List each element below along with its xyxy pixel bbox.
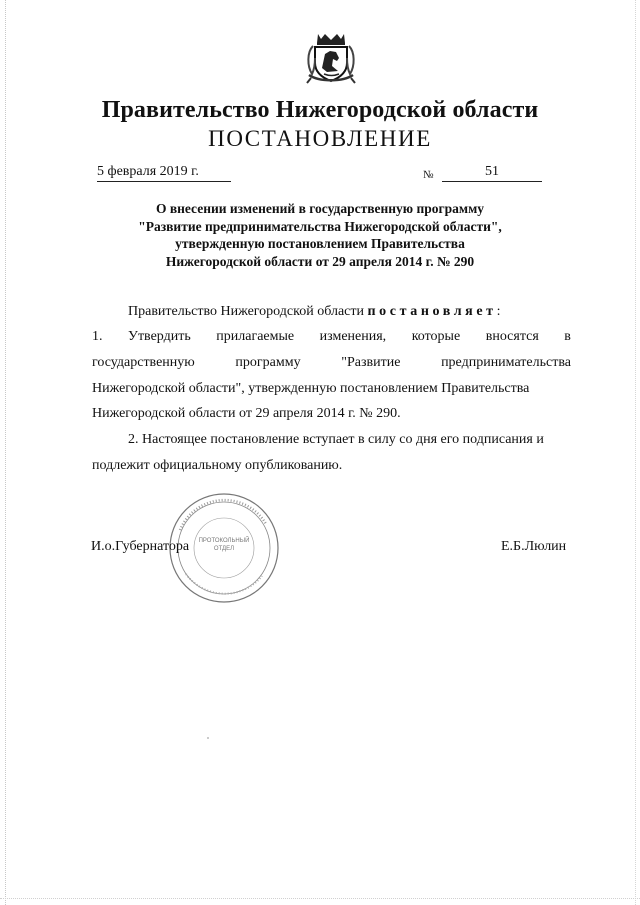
subject-line: Нижегородской области от 29 апреля 2014 г. № 290 [165,253,475,269]
signer-position: И.о.Губернатора [91,539,190,554]
word: прилагаемые [216,329,295,344]
subject-line: О внесении изменений в государственную программу [155,201,485,216]
item2-line2: подлежит официальному опубликованию. [92,458,343,473]
word: государственную [92,355,195,370]
subject-line: "Развитие предпринимательства Нижегородской области", [138,218,502,234]
item1-line4: Нижегородской области от 29 апреля 2014 г. № 290. [92,406,401,421]
decree-word: постановляет [367,304,497,319]
signer-name: Е.Б.Люлин [501,539,567,554]
item1-line1 [92,329,571,345]
word: программу [235,355,301,370]
decree-colon: : [496,304,501,319]
number-sign: № [423,169,434,181]
intro-text: Правительство Нижегородской области [128,304,364,319]
word: изменения, [319,329,387,344]
item1-line2 [92,355,571,371]
svg-text:ПРОТОКОЛЬНЫЙ: ПРОТОКОЛЬНЫЙ [198,538,250,544]
word: "Развитие [341,355,401,370]
word: Утвердить [128,329,191,344]
document-number: 51 [442,164,542,182]
word: предпринимательства [441,355,571,370]
government-title: Правительство Нижегородской области [101,97,539,123]
decree-intro [128,304,501,320]
item1-line3: Нижегородской области", утвержденную постановлением Правительства [92,381,530,396]
word: 1. [92,329,103,344]
svg-text:ОТДЕЛ: ОТДЕЛ [213,546,235,552]
scan-speck [207,737,209,739]
coat-of-arms-icon [305,30,357,85]
document-date: 5 февраля 2019 г. [97,164,231,182]
document-subject [0,200,640,270]
item2-line1: 2. Настоящее постановление вступает в силу со дня его подписания и [128,432,544,447]
word: вносятся [485,329,539,344]
subject-line: утвержденную постановлением Правительства [175,236,465,251]
word: которые [411,329,461,344]
scan-edge-bottom [0,898,640,899]
word: в [564,329,571,344]
document-kind: ПОСТАНОВЛЕНИЕ [208,126,432,151]
